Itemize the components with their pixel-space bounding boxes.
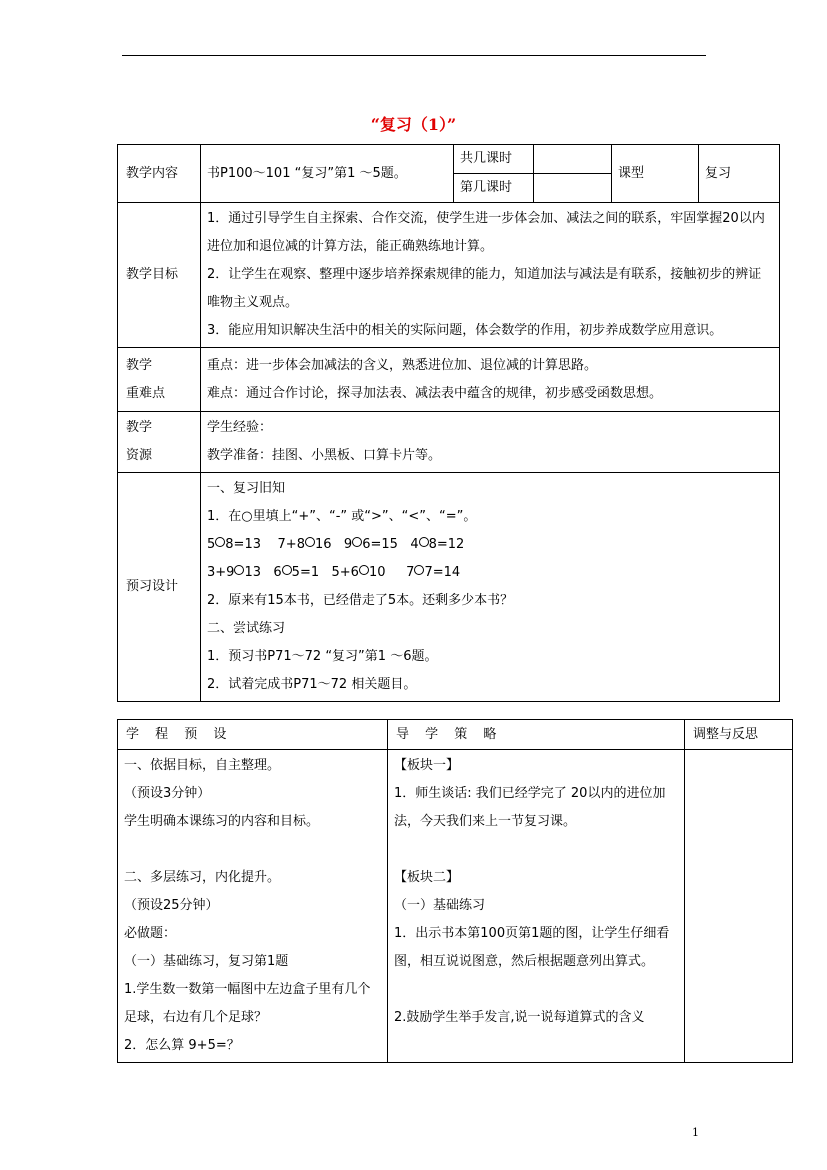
exercise-text: 7+8	[277, 537, 305, 552]
strategy-line: 1．师生谈话: 我们已经学完了 20以内的进位加法，今天我们来上一节复习课。	[394, 786, 666, 829]
exercise-text: 6	[273, 565, 282, 580]
period-label: 第几课时	[454, 174, 534, 203]
key-difficulty-label	[118, 348, 201, 412]
process-line: 一、依据目标，自主整理。	[124, 758, 281, 773]
process-line: 1.学生数一数第一幅图中左边盒子里有几个足球，右边有几个足球？	[124, 982, 371, 1025]
goal-item: 3．能应用知识解决生活中的相关的实际问题，体会数学的作用，初步养成数学应用意识。	[207, 323, 723, 338]
spacer	[124, 836, 381, 864]
exercise-text: 16	[314, 537, 332, 552]
goals-cell	[201, 203, 780, 348]
exercise-text: 5=1	[291, 565, 320, 580]
blank-circle-icon	[234, 565, 244, 575]
strategy-line: （一）基础练习	[394, 898, 486, 913]
total-periods-label: 共几课时	[454, 145, 534, 174]
preview-label: 预习设计	[118, 473, 201, 702]
strategy-line: 【板块一】	[394, 758, 460, 773]
lesson-info-table	[117, 144, 780, 702]
process-line: 2．怎么算 9+5=？	[124, 1038, 240, 1053]
resources-cell	[201, 412, 780, 473]
blank-circle-icon	[215, 537, 225, 547]
blank-circle-icon	[305, 537, 315, 547]
preview-line: 2．原来有15本书，已经借走了5本。还剩多少本书？	[207, 593, 514, 608]
total-periods-value	[534, 145, 612, 174]
process-line: （预设3分钟）	[124, 786, 211, 801]
exercise-text: 8=12	[428, 537, 465, 552]
page-number: 1	[692, 1126, 699, 1139]
period-value	[534, 174, 612, 203]
document-title: “复习（1）”	[370, 115, 457, 134]
process-column	[118, 750, 388, 1063]
col-header-process: 学 程 预 设	[118, 720, 388, 750]
col-header-reflection: 调整与反思	[685, 720, 793, 750]
type-label: 课型	[612, 145, 699, 203]
spacer	[394, 976, 678, 1004]
blank-circle-icon	[282, 565, 292, 575]
preview-cell	[201, 473, 780, 702]
blank-circle-icon	[352, 537, 362, 547]
process-line: （一）基础练习，复习第1题	[124, 954, 289, 969]
content-label: 教学内容	[118, 145, 201, 203]
process-table	[117, 719, 793, 1063]
resources-label-line-2: 资源	[126, 448, 153, 463]
process-line: 学生明确本课练习的内容和目标。	[124, 814, 320, 829]
exercise-text: 8=13	[225, 537, 261, 552]
preview-line: 1．在○里填上“+”、“-” 或“>”、“<”、“=”。	[207, 509, 477, 524]
exercise-text: 7	[406, 565, 415, 580]
key-label-line-2: 重难点	[126, 385, 166, 401]
process-line: 二、多层练习，内化提升。	[124, 870, 281, 885]
exercise-row-2	[207, 559, 773, 587]
key-point: 重点：进一步体会加减法的含义，熟悉进位加、退位减的计算思路。	[207, 357, 598, 373]
strategy-line: 【板块二】	[394, 870, 460, 885]
exercise-text: 7=14	[424, 565, 461, 580]
key-label-line-1: 教学	[126, 357, 153, 373]
exercise-row-1	[207, 531, 773, 559]
strategy-line: 2.鼓励学生举手发言,说一说每道算式的含义	[394, 1010, 645, 1025]
exercise-text: 10	[368, 565, 386, 580]
col-header-strategy: 导 学 策 略	[388, 720, 685, 750]
exercise-text: 5	[207, 537, 216, 552]
resources-label	[118, 412, 201, 473]
resources-label-line-1: 教学	[126, 420, 153, 435]
header-rule	[122, 55, 706, 56]
blank-circle-icon	[419, 537, 429, 547]
content-value: 书P100～101 “复习”第1 ～5题。	[201, 145, 454, 203]
preview-line: 2．试着完成书P71～72 相关题目。	[207, 677, 417, 692]
goal-item: 2．让学生在观察、整理中逐步培养探索规律的能力，知道加法与减法是有联系，接触初步的辨证唯物主义观点。	[207, 267, 762, 310]
preview-line: 二、尝试练习	[207, 621, 286, 636]
strategy-line: 1．出示书本第100页第1题的图，让学生仔细看图，相互说说图意，然后根据题意列出算式。	[394, 926, 670, 969]
process-line: （预设25分钟）	[124, 898, 219, 913]
blank-circle-icon	[359, 565, 369, 575]
exercise-text: 13	[244, 565, 261, 580]
exercise-text: 6=15	[362, 537, 398, 552]
spacer	[394, 836, 678, 864]
difficulty: 难点：通过合作讨论，探寻加法表、减法表中蕴含的规律，初步感受函数思想。	[207, 385, 663, 401]
exercise-text: 5+6	[331, 565, 359, 580]
exercise-text: 4	[410, 537, 419, 552]
key-difficulty-cell	[201, 348, 780, 412]
goals-label: 教学目标	[118, 203, 201, 348]
goal-item: 1．通过引导学生自主探索、合作交流，使学生进一步体会加、减法之间的联系，牢固掌握20以内进位加和退位减的计算方法，能正确熟练地计算。	[207, 211, 765, 254]
type-value: 复习	[699, 145, 780, 203]
strategy-column	[388, 750, 685, 1063]
blank-circle-icon	[414, 565, 424, 575]
preview-line: 一、复习旧知	[207, 481, 286, 496]
exercise-text: 9	[343, 537, 353, 552]
resources-experience: 学生经验：	[207, 420, 273, 435]
process-line: 必做题：	[124, 926, 177, 941]
exercise-text: 3+9	[207, 565, 235, 580]
preview-line: 1．预习书P71～72 “复习”第1 ～6题。	[207, 649, 438, 664]
resources-preparation: 教学准备：挂图、小黑板、口算卡片等。	[207, 448, 442, 463]
reflection-column	[685, 750, 793, 1063]
